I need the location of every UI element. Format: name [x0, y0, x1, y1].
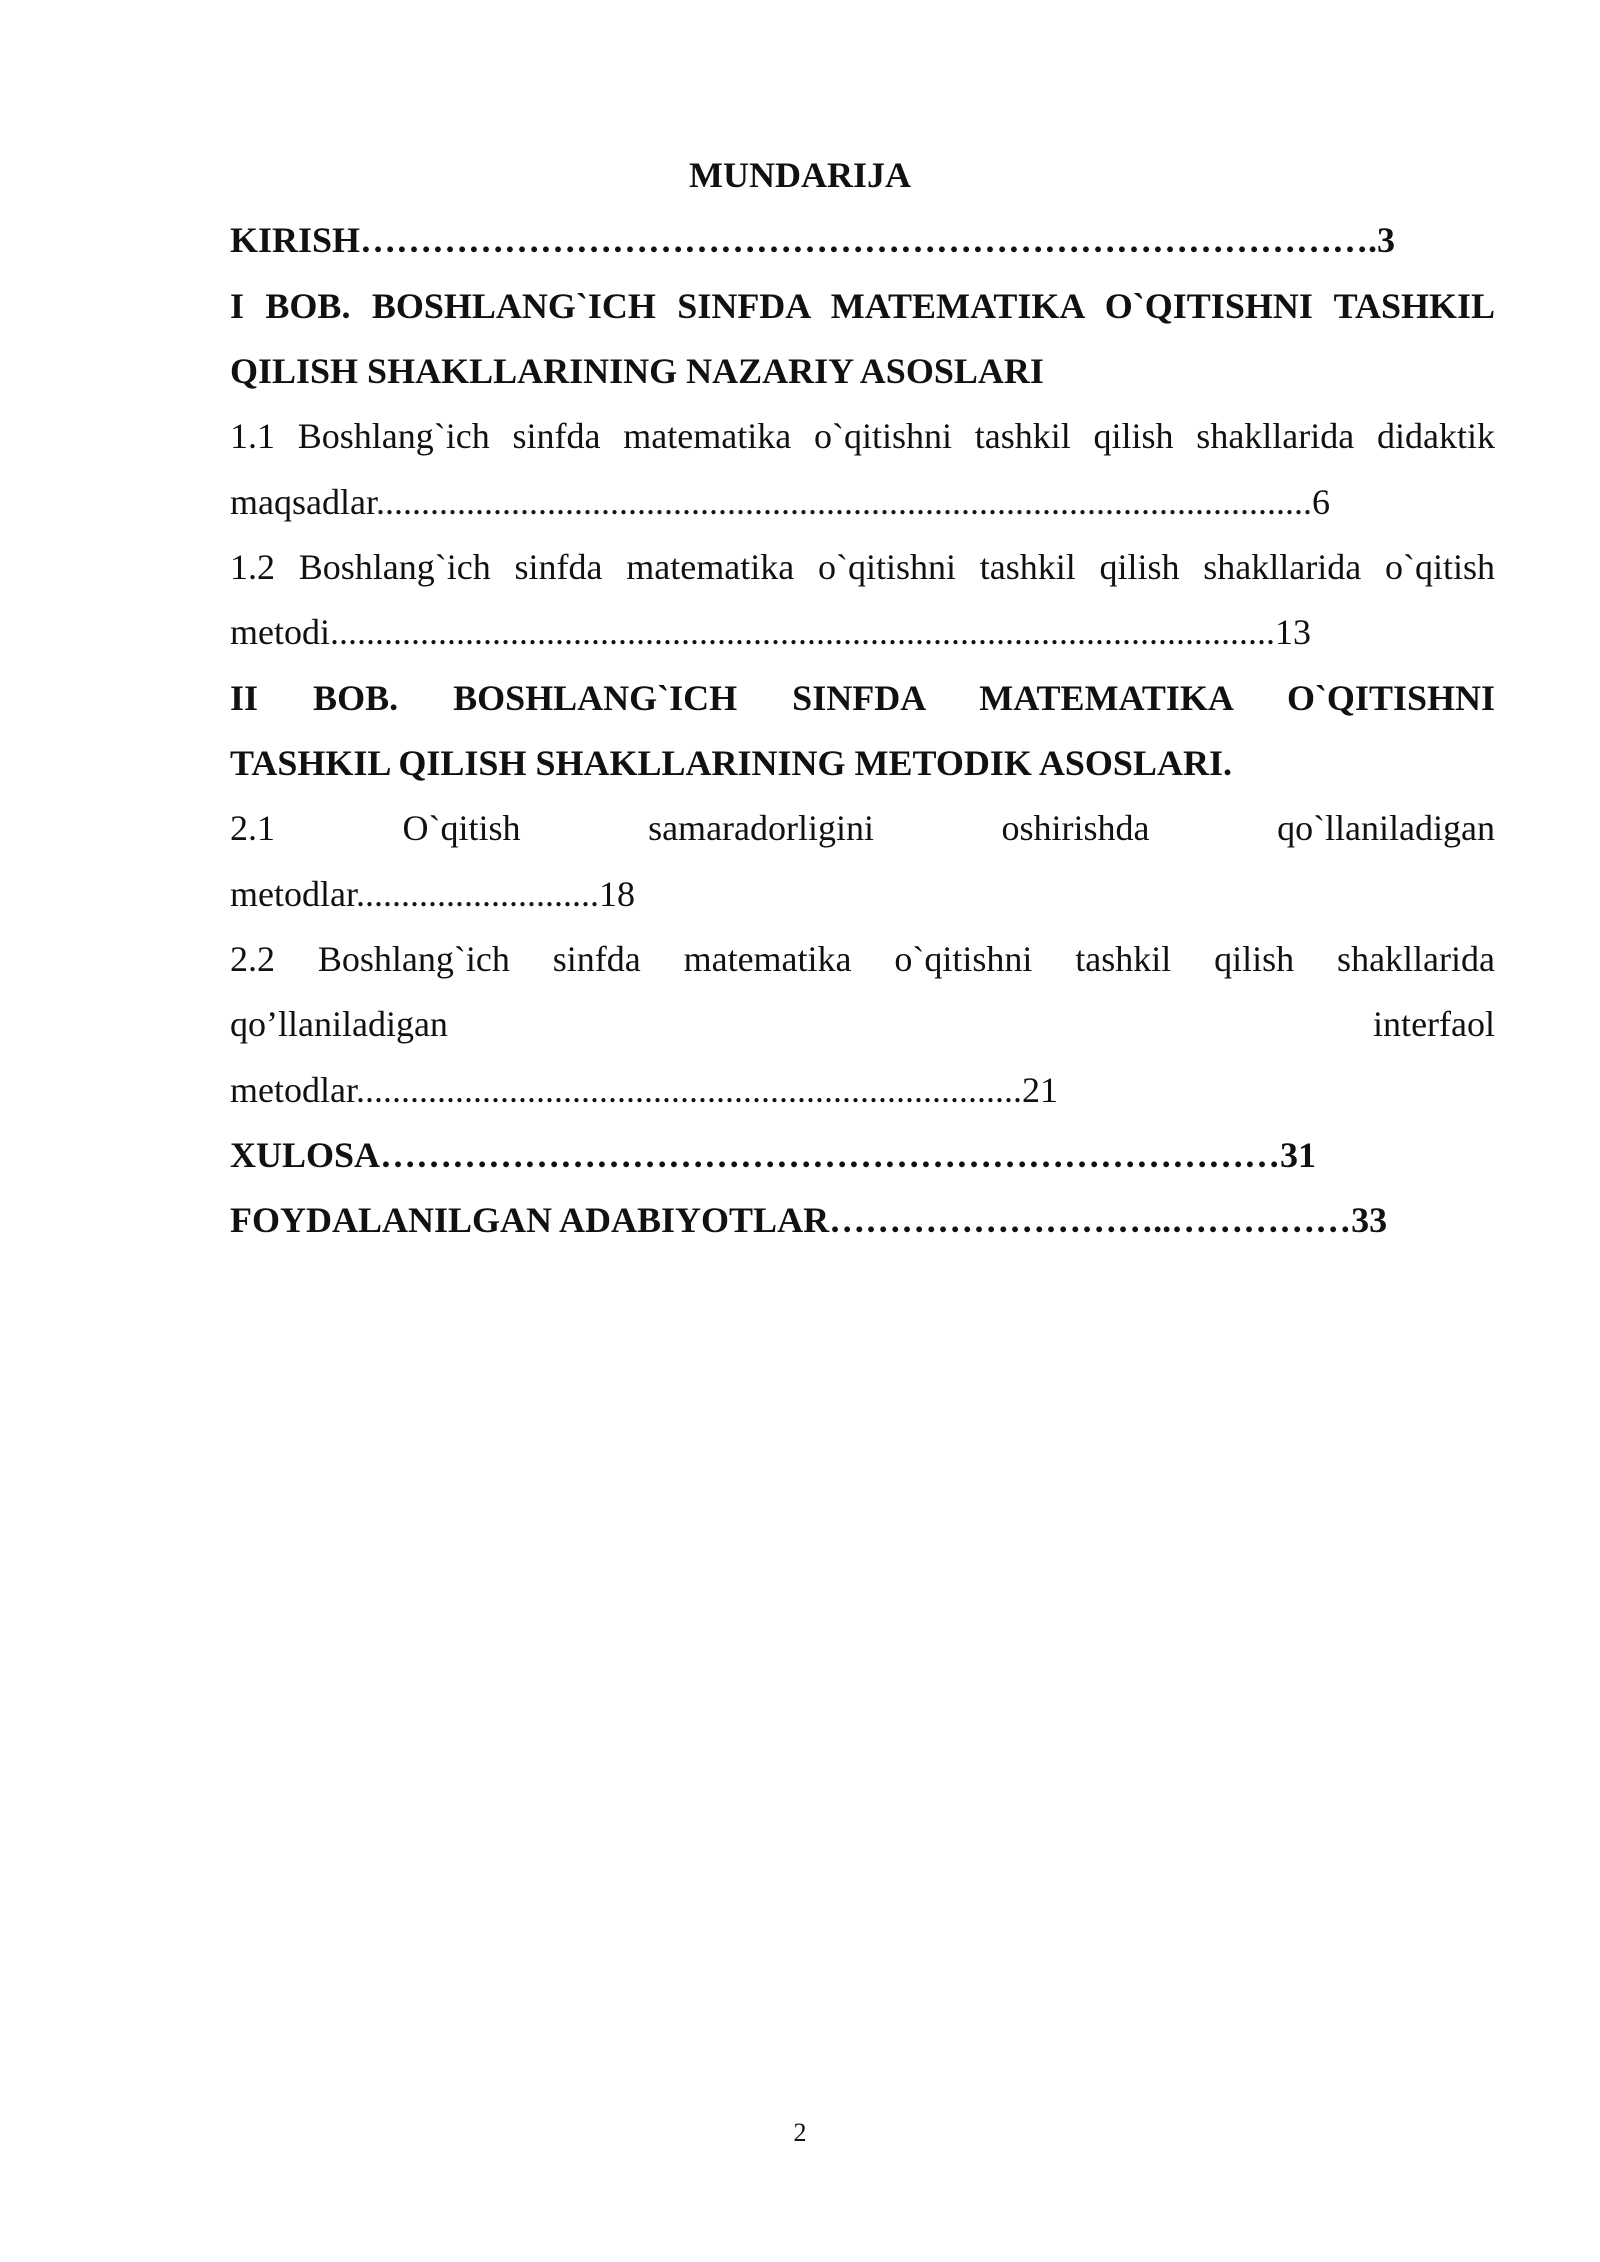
- toc-section-2-2-line-2: qo’llaniladigan interfaol: [230, 1004, 1495, 1044]
- toc-chapter-1-line-1: I BOB. BOSHLANG`ICH SINFDA MATEMATIKA O`QITISHNI TASHKIL: [230, 286, 1495, 326]
- toc-section-1-1-line-2: maqsadlar........................................................................................................6: [230, 482, 1330, 522]
- page-number: 2: [793, 2118, 807, 2147]
- toc-section-2-1-line-2: metodlar...........................18: [230, 874, 635, 914]
- toc-chapter-2-line-1: II BOB. BOSHLANG`ICH SINFDA MATEMATIKA O`QITISHNI: [230, 678, 1495, 718]
- toc-chapter-2-line-2: TASHKIL QILISH SHAKLLARINING METODIK ASOSLARI.: [230, 743, 1232, 783]
- toc-chapter-1-line-2: QILISH SHAKLLARINING NAZARIY ASOSLARI: [230, 351, 1044, 391]
- toc-section-1-1-line-1: 1.1 Boshlang`ich sinfda matematika o`qitishni tashkil qilish shakllarida didaktik: [230, 416, 1495, 456]
- toc-entry-xulosa: XULOSA…………………………………………………………………31: [230, 1135, 1317, 1175]
- toc-section-2-2-line-1: 2.2 Boshlang`ich sinfda matematika o`qitishni tashkil qilish shakllarida: [230, 939, 1495, 979]
- toc-entry-adabiyotlar: FOYDALANILGAN ADABIYOTLAR………………………..……………33: [230, 1200, 1388, 1240]
- toc-entry-kirish: KIRISH………………………………………………………………………….3: [230, 220, 1396, 260]
- toc-section-2-2-line-3: metodlar..........................................................................21: [230, 1070, 1058, 1110]
- toc-section-1-2-line-1: 1.2 Boshlang`ich sinfda matematika o`qitishni tashkil qilish shakllarida o`qitish: [230, 547, 1495, 587]
- toc-section-1-2-line-2: metodi.........................................................................................................13: [230, 612, 1311, 652]
- toc-title: MUNDARIJA: [689, 155, 911, 195]
- toc-section-2-1-line-1: 2.1 O`qitish samaradorligini oshirishda qo`llaniladigan: [230, 808, 1495, 848]
